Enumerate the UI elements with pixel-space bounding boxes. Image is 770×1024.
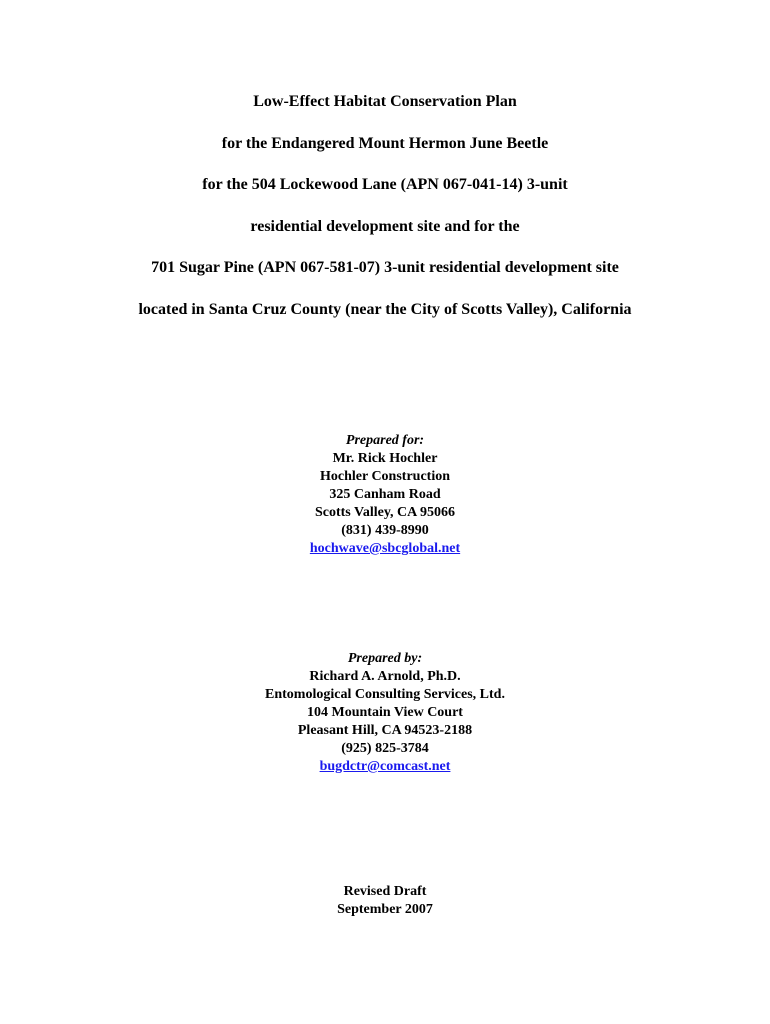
document-title bbox=[0, 92, 770, 341]
title-line-3: for the 504 Lockewood Lane (APN 067-041-14) 3-unit bbox=[202, 176, 568, 193]
prepared-by-heading: Prepared by: bbox=[347, 651, 423, 666]
author-name: Richard A. Arnold, Ph.D. bbox=[309, 669, 461, 684]
title-line-4: residential development site and for the bbox=[250, 217, 520, 235]
title-line-5: 701 Sugar Pine (APN 067-581-07) 3-unit residential development site bbox=[151, 259, 619, 276]
author-email-link[interactable]: bugdctr@comcast.net bbox=[319, 759, 451, 774]
client-email-line bbox=[0, 540, 770, 558]
client-company: Hochler Construction bbox=[319, 469, 450, 484]
title-line-6: located in Santa Cruz County (near the City of Scotts Valley), California bbox=[138, 300, 632, 318]
client-phone: (831) 439-8990 bbox=[341, 523, 429, 538]
client-city-state-zip: Scotts Valley, CA 95066 bbox=[314, 505, 455, 520]
client-email-link[interactable]: hochwave@sbcglobal.net bbox=[309, 541, 461, 556]
revision-block bbox=[0, 883, 770, 919]
title-line-2: for the Endangered Mount Hermon June Beetle bbox=[221, 134, 549, 152]
author-phone: (925) 825-3784 bbox=[341, 741, 429, 756]
revision-date: September 2007 bbox=[337, 902, 433, 917]
title-line-1: Low-Effect Habitat Conservation Plan bbox=[253, 93, 517, 110]
author-company: Entomological Consulting Services, Ltd. bbox=[265, 687, 505, 702]
revision-status: Revised Draft bbox=[343, 884, 427, 899]
prepared-for-block bbox=[0, 432, 770, 558]
author-city-state-zip: Pleasant Hill, CA 94523-2188 bbox=[297, 723, 473, 738]
client-name: Mr. Rick Hochler bbox=[332, 451, 438, 466]
prepared-by-block bbox=[0, 650, 770, 776]
author-address: 104 Mountain View Court bbox=[307, 705, 463, 720]
client-address: 325 Canham Road bbox=[329, 487, 441, 502]
author-email-line bbox=[0, 758, 770, 776]
prepared-for-heading: Prepared for: bbox=[345, 433, 425, 448]
